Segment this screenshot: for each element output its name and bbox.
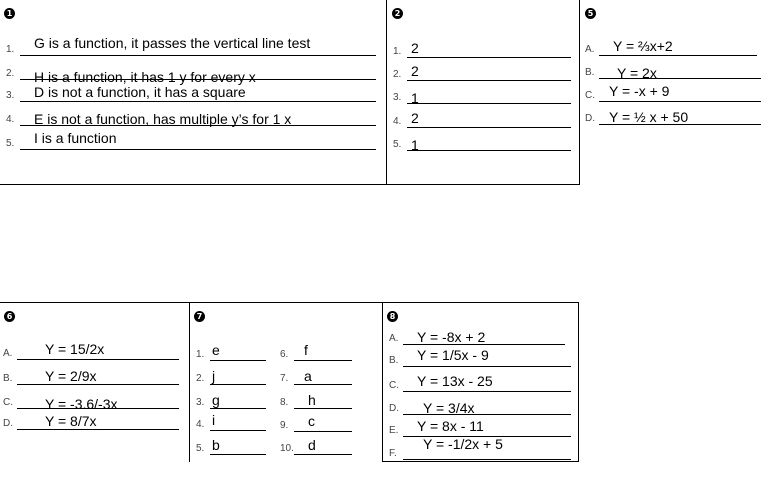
answer-text: Y = 8/7x — [45, 413, 97, 429]
item-label: B. — [585, 67, 595, 78]
answer-line — [17, 341, 179, 360]
item-label: 6. — [280, 349, 289, 360]
answer-line — [210, 366, 266, 385]
answer-row — [585, 107, 765, 125]
answer-row — [389, 374, 573, 392]
answer-line — [407, 132, 571, 151]
answer-text: Y = 13x - 25 — [417, 373, 493, 389]
answer-line — [17, 366, 179, 385]
answer-line — [210, 390, 266, 409]
answer-text: g — [212, 392, 220, 408]
answer-row — [280, 391, 354, 409]
answer-text: 2 — [411, 110, 419, 126]
item-label: C. — [3, 397, 13, 408]
answer-text: E is not a function, has multiple y’s for 1 x — [34, 111, 292, 127]
answer-text: 1 — [411, 90, 419, 106]
answer-text: Y = ½ x + 50 — [609, 109, 689, 125]
item-label: 9. — [280, 420, 289, 431]
answer-row — [3, 391, 183, 412]
item-label: A. — [585, 44, 595, 55]
answer-line — [17, 411, 179, 430]
answer-text: c — [308, 413, 315, 429]
item-label: 5. — [393, 139, 402, 150]
section-number-badge: 7 — [194, 311, 205, 322]
answer-text: Y = -8x + 2 — [417, 329, 486, 345]
section-number-badge: 6 — [4, 311, 15, 322]
answer-text: 2 — [411, 63, 419, 79]
answer-line — [294, 342, 352, 361]
answer-row — [6, 35, 376, 56]
answer-line — [294, 413, 352, 432]
answer-text: I is a function — [34, 130, 117, 146]
answer-row — [389, 327, 573, 345]
item-label: 1. — [196, 349, 205, 360]
item-label: A. — [389, 333, 399, 344]
answer-row — [196, 367, 268, 385]
answer-line — [403, 436, 571, 460]
answer-row — [389, 436, 573, 460]
answer-text: j — [212, 368, 216, 384]
item-label: B. — [3, 373, 13, 384]
answer-row — [393, 63, 573, 81]
answer-text: 1 — [411, 137, 419, 153]
answer-row — [585, 38, 765, 56]
answer-text: Y = 15/2x — [45, 341, 105, 357]
answer-row — [389, 349, 573, 367]
section-number-badge: 8 — [387, 311, 398, 322]
answer-line — [407, 62, 571, 81]
answer-line — [294, 366, 352, 385]
section-number-badge: 1 — [4, 8, 15, 19]
answer-text: Y = 2/9x — [45, 368, 97, 384]
answer-row — [196, 391, 268, 409]
answer-line — [599, 83, 761, 102]
answer-text: a — [304, 368, 312, 384]
item-label: 4. — [196, 419, 205, 430]
answer-line — [403, 326, 565, 345]
answer-row — [3, 342, 183, 360]
section-1-panel — [0, 0, 387, 185]
section-2-panel — [387, 0, 580, 185]
answer-text: G is a function, it passes the vertical line test — [34, 35, 311, 51]
answer-line — [294, 436, 352, 455]
answer-text: 2 — [411, 40, 419, 56]
answer-text: h — [308, 392, 316, 408]
item-label: 3. — [6, 90, 15, 101]
answer-line — [210, 436, 266, 455]
answer-row — [393, 86, 573, 104]
answer-text: Y = 8x - 11 — [417, 418, 484, 434]
answer-line — [407, 85, 571, 104]
answer-line — [403, 348, 571, 367]
answer-line — [403, 396, 571, 415]
item-label: 8. — [280, 397, 289, 408]
answer-row — [6, 132, 376, 150]
answer-row — [389, 419, 573, 437]
item-label: F. — [389, 448, 397, 459]
answer-line — [210, 342, 266, 361]
answer-row — [389, 397, 573, 415]
item-label: 4. — [6, 114, 15, 125]
answer-line — [20, 131, 376, 150]
answer-row — [6, 108, 376, 126]
item-label: E. — [389, 425, 399, 436]
section-8-panel — [383, 302, 579, 462]
answer-line — [210, 412, 266, 431]
answer-line — [407, 39, 571, 58]
item-label: 4. — [393, 116, 402, 127]
answer-line — [599, 37, 757, 56]
section-number-badge: 5 — [585, 8, 596, 19]
item-label: D. — [3, 418, 13, 429]
answer-text: Y = 3/4x — [423, 400, 475, 416]
item-label: 3. — [393, 92, 402, 103]
answer-line — [20, 61, 376, 85]
answer-text: Y = -1/2x + 5 — [423, 436, 503, 452]
answer-row — [6, 84, 376, 102]
item-label: 7. — [280, 373, 289, 384]
answer-text: Y = -3.6/-3x — [45, 396, 118, 412]
answer-text: b — [212, 437, 220, 453]
answer-text: Y = 2x — [617, 65, 657, 81]
item-label: D. — [389, 403, 399, 414]
answer-line — [403, 373, 571, 392]
answer-line — [599, 106, 761, 125]
answer-row — [585, 84, 765, 102]
item-label: C. — [585, 90, 595, 101]
item-label: 2. — [393, 69, 402, 80]
item-label: B. — [389, 355, 399, 366]
item-label: 5. — [196, 443, 205, 454]
item-label: 1. — [6, 44, 15, 55]
answer-text: d — [308, 437, 316, 453]
answer-line — [599, 60, 761, 79]
answer-row — [585, 61, 765, 79]
answer-text: f — [304, 342, 308, 358]
section-7-panel — [190, 302, 383, 462]
section-6-panel — [0, 302, 190, 462]
item-label: D. — [585, 113, 595, 124]
item-label: 2. — [6, 68, 15, 79]
answer-row — [393, 110, 573, 128]
answer-line — [20, 107, 376, 126]
answer-row — [280, 414, 354, 432]
answer-text: Y = 1/5x - 9 — [417, 347, 489, 363]
answer-row — [393, 133, 573, 151]
answer-row — [196, 343, 268, 361]
answer-text: Y = -x + 9 — [609, 83, 670, 99]
answer-line — [407, 109, 571, 128]
item-label: C. — [389, 380, 399, 391]
answer-line — [403, 418, 571, 437]
answer-row — [3, 412, 183, 430]
answer-text: e — [212, 342, 220, 358]
answer-row — [6, 62, 376, 85]
answer-row — [280, 343, 354, 361]
answer-row — [196, 413, 268, 431]
answer-row — [3, 367, 183, 385]
item-label: 2. — [196, 373, 205, 384]
section-5-panel — [580, 0, 768, 185]
answer-text: H is a function, it has 1 y for every x — [34, 69, 256, 85]
item-label: 1. — [393, 46, 402, 57]
answer-text: Y = ⅔x+2 — [613, 38, 673, 54]
answer-row — [280, 367, 354, 385]
section-number-badge: 2 — [392, 8, 403, 19]
answer-row — [280, 437, 354, 455]
answer-line — [20, 37, 376, 56]
answer-row — [196, 437, 268, 455]
answer-line — [17, 390, 179, 412]
item-label: 5. — [6, 138, 15, 149]
answer-line — [20, 83, 376, 102]
item-label: 3. — [196, 397, 205, 408]
answer-text: D is not a function, it has a square — [34, 84, 246, 100]
answer-row — [393, 40, 573, 58]
item-label: A. — [3, 348, 13, 359]
answer-line — [294, 390, 352, 409]
item-label: 10. — [280, 443, 294, 454]
answer-text: i — [212, 412, 216, 428]
